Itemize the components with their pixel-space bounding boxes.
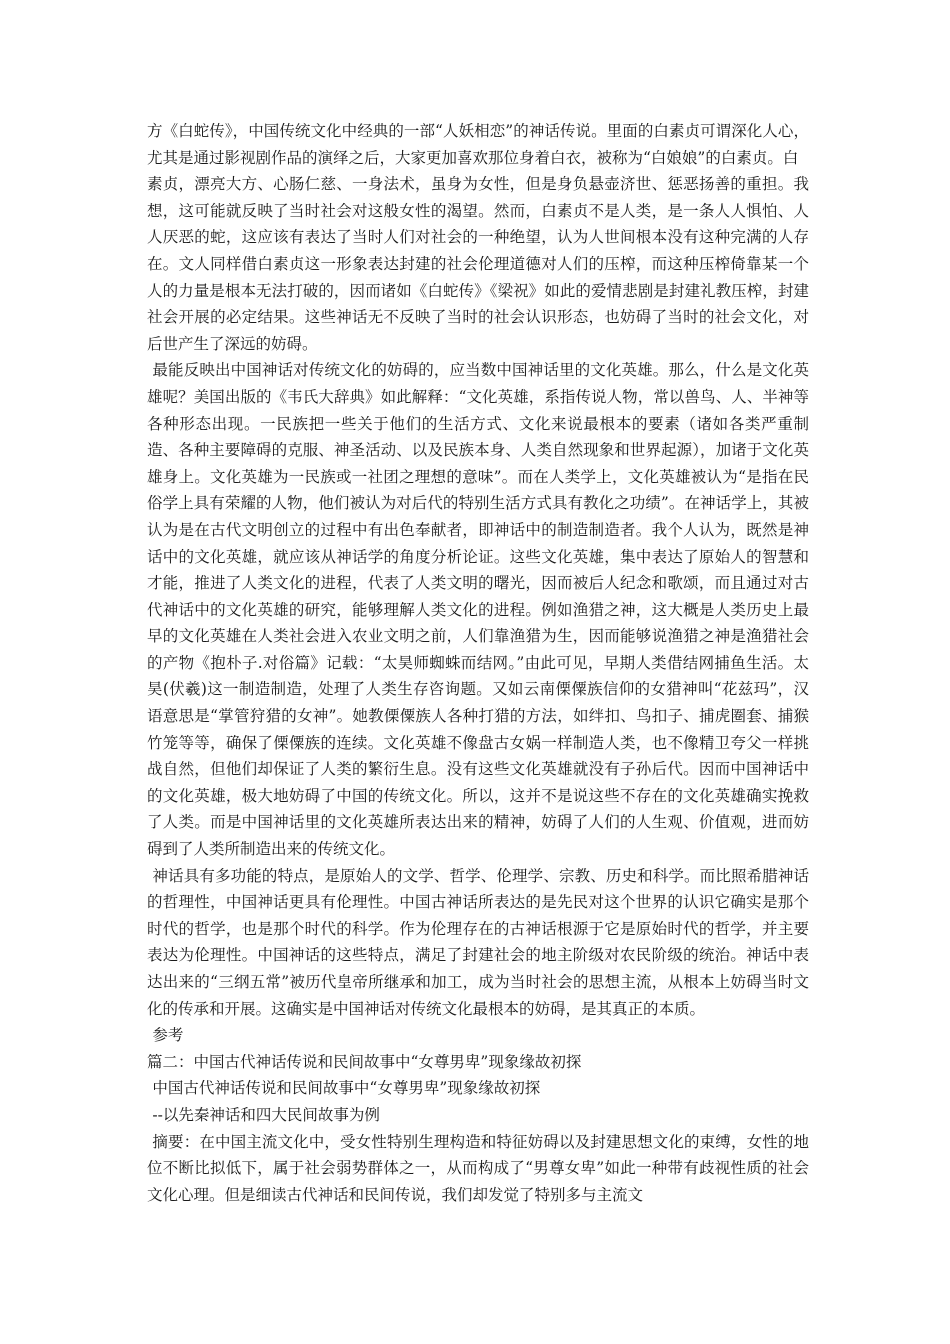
paragraph-baisuzhen: 素贞，漂亮大方、心肠仁慈、一身法术，虽身为女性，但是身负悬壶济世、惩恶扬善的重担。我想，这可能就反映了当时社会对这般女性的渴望。然而，白素贞不是人类，是一条人人惧怕、人人厌恶的蛇，这应该有表达了当时人们对社会的一种绝望，认为人世间根本没有这种完满的人存在。文人同样借白素贞这一形象表达封建的社会伦理道德对人们的压榨，而这种压榨倚靠某一个人的力量是根本无法打破的，因而诸如《白蛇传》《梁祝》如此的爱情悲剧是封建礼教压榨，封建社会开展的必定结果。这些神话无不反映了当时的社会认识形态，也妨碍了当时的社会文化，对后世产生了深远的妨碍。 xyxy=(147,175,809,353)
paragraph-article-subtitle: --以先秦神话和四大民间故事为例 xyxy=(152,1105,380,1124)
paragraph-cultural-heroes: 最能反映出中国神话对传统文化的妨碍的，应当数中国神话里的文化英雄。那么，什么是文化英雄呢？美国出版的《韦氏大辞典》如此解释：“文化英雄，系指传说人物，常以兽鸟、人、半神等各种形态出现。一民族把一些关于他们的生活方式、文化来说最根本的要素（诸如各类严重制造、各种主要障碍的克服、神圣活动、以及民族本身、人类自然现象和世界起源），加诸于文化英雄身上。文化英雄为一民族或一社团之理想的意味”。而在人类学上，文化英雄被认为“是指在民俗学上具有荣耀的人物，他们被认为对后代的特别生活方式具有教化之功绩”。在神话学上，其被认为是在古代文明创立的过程中有出色奉献者，即神话中的制造制造者。我个人认为，既然是神话中的文化英雄，就应该从神话学的角度分析论证。这些文化英雄，集中表达了原始人的智慧和才能，推进了人类文化的进程，代表了人类文明的曙光，因而被后人纪念和歌颂，而且通过对古代神话中的文化英雄的研究，能够理解人类文化的进程。例如渔猎之神，这大概是人类历史上最早的文化英雄在人类社会进入农业文明之前，人们靠渔猎为生，因而能够说渔猎之神是渔猎社会的产物《抱朴子.对俗篇》记载：“太昊师蜘蛛而结网。”由此可见，早期人类借结网捕鱼生活。太昊(伏羲)这一制造制造，处理了人类生存咨询题。又如云南傈僳族信仰的女猎神叫“花兹玛”，汉语意思是“掌管狩猎的女神”。她教傈僳族人各种打猎的方法，如绊扣、鸟扣子、捕虎圈套、捕猴竹笼等等，确保了傈僳族的连续。文化英雄不像盘古女娲一样制造人类，也不像精卫夸父一样挑战自然，但他们却保证了人类的繁衍生息。没有这些文化英雄就没有子孙后代。因而中国神话中的文化英雄，极大地妨碍了中国的传统文化。所以，这并不是说这些不存在的文化英雄确实挽救了人类。而是中国神话里的文化英雄所表达出来的精神，妨碍了人们的人生观、价值观，进而妨碍到了人类所制造出来的传统文化。 xyxy=(147,361,809,859)
paragraph-baishezhuan-intro: 方《白蛇传》，中国传统文化中经典的一部“人妖相恋”的神话传说。里面的白素贞可谓深化人心，尤其是通过影视剧作品的演绎之后，大家更加喜欢那位身着白衣，被称为“白娘娘”的白素贞。白 xyxy=(147,122,809,167)
paragraph-abstract: 摘要：在中国主流文化中，受女性特别生理构造和特征妨碍以及封建思想文化的束缚，女性的地位不断比拟低下，属于社会弱势群体之一，从而构成了“男尊女卑”如此一种带有歧视性质的社会文化心理。但是细读古代神话和民间传说，我们却发觉了特别多与主流文 xyxy=(147,1132,809,1204)
document-page xyxy=(147,118,809,1208)
paragraph-myth-functions: 神话具有多功能的特点，是原始人的文学、哲学、伦理学、宗教、历史和科学。而比照希腊神话的哲理性，中国神话更具有伦理性。中国古神话所表达的是先民对这个世界的认识它确实是那个时代的哲学，也是那个时代的科学。作为伦理存在的古神话根源于它是原始时代的哲学，并主要表达为伦理性。中国神话的这些特点，满足了封建社会的地主阶级对农民阶级的统治。神话中表达出来的“三纲五常”被历代皇帝所继承和加工，成为当时社会的思想主流，从根本上妨碍当时文化的传承和开展。这确实是中国神话对传统文化最根本的妨碍，是其真正的本质。 xyxy=(147,866,809,1018)
paragraph-references-label: 参考 xyxy=(152,1026,184,1045)
paragraph-article-two-heading: 篇二：中国古代神话传说和民间故事中“女尊男卑”现象缘故初探 xyxy=(147,1052,582,1071)
paragraph-article-title: 中国古代神话传说和民间故事中“女尊男卑”现象缘故初探 xyxy=(152,1079,541,1098)
